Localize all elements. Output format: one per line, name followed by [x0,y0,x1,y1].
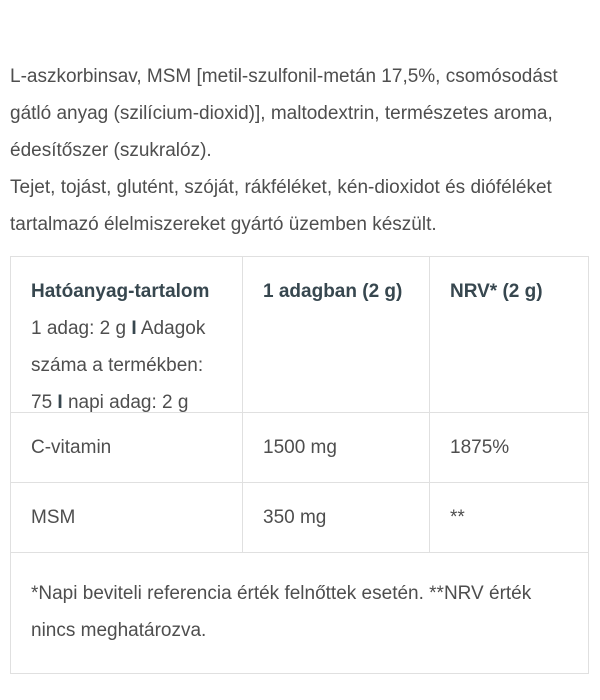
table-row-msm [11,483,588,553]
nutrient-nrv: ** [450,506,465,528]
table-header-row [11,257,588,413]
nutrient-name: MSM [11,483,243,552]
allergen-warning-text: Tejet, tojást, glutént, szóját, rákféléket, kén-dioxidot és dióféléket tartalmazó élelmiszereket gyártó üzemben készült. [10,177,552,235]
nutrient-amount: 350 mg [243,483,430,552]
nutrient-amount: 1500 mg [243,413,430,482]
header-col1-serving-info: 1 adag: 2 g [31,318,132,339]
header-col1-title: Hatóanyag-tartalom [31,281,210,302]
header-col1-separator-1: I [131,318,137,339]
table-header-per-serving: 1 adagban (2 g) [243,257,430,421]
table-row-c-vitamin [11,413,588,483]
nutrition-table [10,256,589,674]
header-col1-separator-2: I [57,392,63,413]
table-footnote-row [11,553,588,673]
nutrient-nrv: 1875% [450,436,510,458]
nutrient-name: C-vitamin [11,413,243,482]
ingredients-text: L-aszkorbinsav, MSM [metil-szulfonil-metán 17,5%, csomósodást gátló anyag (szilícium-dioxid)], maltodextrin, természetes aroma, édesítőszer (szukralóz). [10,66,558,161]
table-header-nrv: NRV* (2 g) [450,281,543,302]
header-col1-daily-dose: napi adag: 2 g [62,392,189,413]
table-footnote: *Napi beviteli referencia érték felnőttek esetén. **NRV érték nincs meghatározva. [31,583,532,641]
table-header-active-ingredient-content [11,257,243,421]
header-col1-servings-count: Adagok száma a termékben: 75 [31,318,206,413]
